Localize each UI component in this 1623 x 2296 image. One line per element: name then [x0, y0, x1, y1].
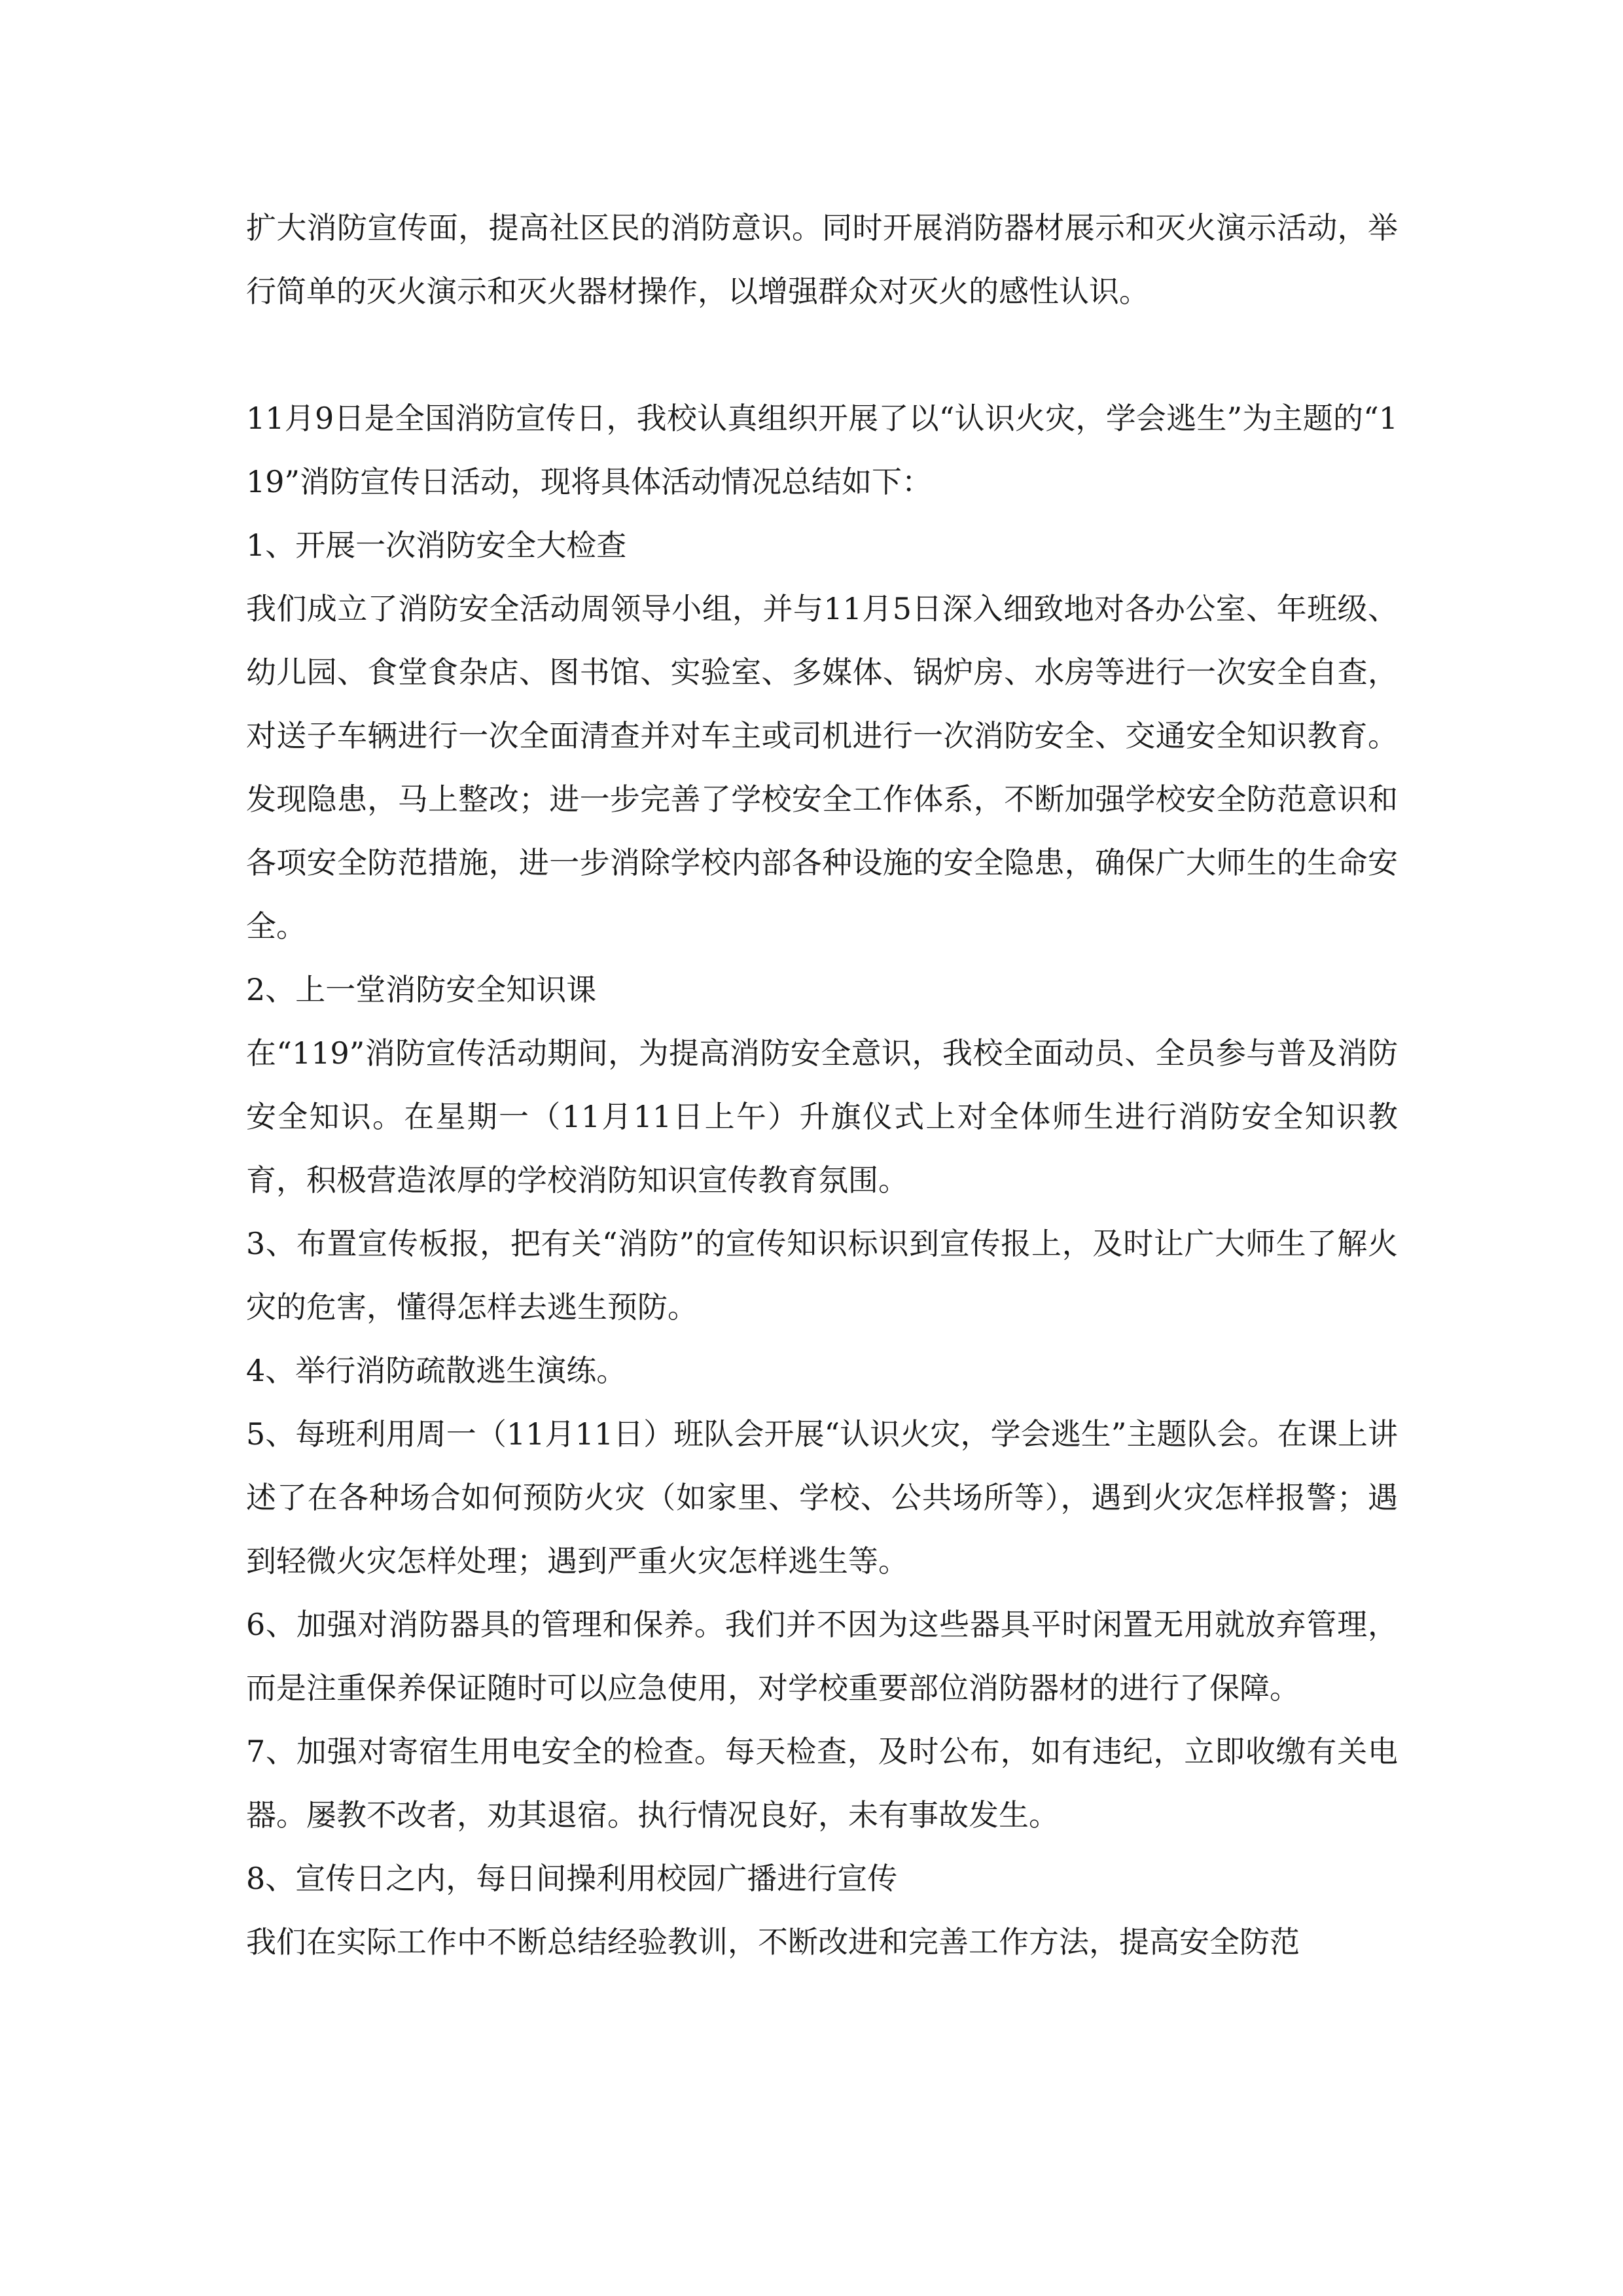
- item-1-heading: 1、开展一次消防安全大检查: [246, 528, 627, 563]
- item-5: 5、每班利用周一（11月11日）班队会开展“认识火灾，学会逃生”主题队会。在课上讲述了在各种场合如何预防火灾（如家里、学校、公共场所等），遇到火灾怎样报警；遇到轻微火灾怎样处理；遇到严重火灾怎样逃生等。: [246, 1416, 1398, 1579]
- item-1-body: 我们成立了消防安全活动周领导小组，并与11月5日深入细致地对各办公室、年班级、幼儿园、食堂食杂店、图书馆、实验室、多媒体、锅炉房、水房等进行一次安全自查，对送子车辆进行一次全面清查并对车主或司机进行一次消防安全、交通安全知识教育。发现隐患，马上整改；进一步完善了学校安全工作体系，不断加强学校安全防范意识和各项安全防范措施，进一步消除学校内部各种设施的安全隐患，确保广大师生的生命安全。: [246, 591, 1398, 944]
- item-2-body: 在“119”消防宣传活动期间，为提高消防安全意识，我校全面动员、全员参与普及消防安全知识。在星期一（11月11日上午）升旗仪式上对全体师生进行消防安全知识教育，积极营造浓厚的学校消防知识宣传教育氛围。: [246, 1035, 1398, 1198]
- item-8-heading: 8、宣传日之内，每日间操利用校园广播进行宣传: [246, 1861, 898, 1896]
- paragraph-gap: [246, 323, 1398, 387]
- opening-paragraph: 11月9日是全国消防宣传日，我校认真组织开展了以“认识火灾，学会逃生”为主题的“119”消防宣传日活动，现将具体活动情况总结如下：: [246, 401, 1398, 499]
- item-6: 6、加强对消防器具的管理和保养。我们并不因为这些器具平时闲置无用就放弃管理，而是注重保养保证随时可以应急使用，对学校重要部位消防器材的进行了保障。: [246, 1607, 1398, 1706]
- document-body: [246, 196, 1398, 1974]
- closing-paragraph: 我们在实际工作中不断总结经验教训，不断改进和完善工作方法，提高安全防范: [246, 1924, 1300, 1960]
- item-2-heading: 2、上一堂消防安全知识课: [246, 972, 597, 1007]
- item-3: 3、布置宣传板报，把有关“消防”的宣传知识标识到宣传报上，及时让广大师生了解火灾的危害，懂得怎样去逃生预防。: [246, 1226, 1398, 1325]
- item-4: 4、举行消防疏散逃生演练。: [246, 1353, 627, 1388]
- item-7: 7、加强对寄宿生用电安全的检查。每天检查，及时公布，如有违纪，立即收缴有关电器。屡教不改者，劝其退宿。执行情况良好，未有事故发生。: [246, 1734, 1398, 1833]
- intro-paragraph: 扩大消防宣传面，提高社区民的消防意识。同时开展消防器材展示和灭火演示活动，举行简单的灭火演示和灭火器材操作，以增强群众对灭火的感性认识。: [246, 210, 1398, 309]
